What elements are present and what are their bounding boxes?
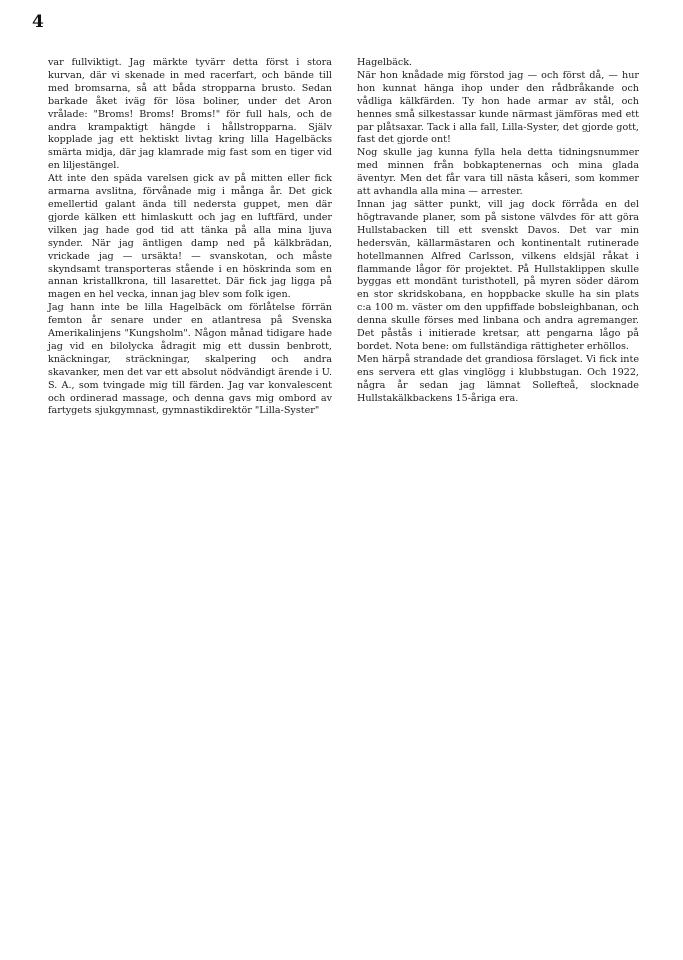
paragraph: Men härpå strandade det grandiosa förslaget. Vi fick inte ens servera ett glas vinglögg i klubbstugan. Och 1922, några år sedan jag lämnat Sollefteå, slocknade Hullstakälkbackens 15-åriga era. [357,353,639,404]
right-text-column [357,57,639,405]
paragraph: Att inte den späda varelsen gick av på mitten eller fick armarna avslitna, förvånade mig i många år. Det gick emellertid galant ända till nedersta guppet, men där gjorde kälken ett himlaskutt och jag en luftfärd, under vilken jag hade god tid att tänka på alla mina ljuva synder. När jag äntligen damp ned på kälkbrädan, vrickade jag — ursäkta! — svanskotan, och måste skyndsamt transporteras stående i en höskrinda som en annan kristallkrona, till lasarettet. Där fick jag ligga på magen en hel vecka, innan jag blev som folk igen. [48,173,332,301]
page-number: 4 [32,12,44,32]
paragraph: Jag hann inte be lilla Hagelbäck om förlåtelse förrän femton år senare under en atlantresa på Svenska Amerikalinjens "Kungsholm". Någon månad tidigare hade jag vid en bilolycka ådragit mig ett dussin benbrott, knäckningar, sträckningar, skalpering och andra skavanker, men det var ett absolut nödvändigt ärende i U. S. A., som tvingade mig till färden. Jag var konvalescent och ordinerad massage, och denna gavs mig ombord av fartygets sjukgymnast, gymnastikdirektör "Lilla-Syster" [48,302,332,417]
paragraph: var fullviktigt. Jag märkte tyvärr detta först i stora kurvan, där vi skenade in med racerfart, och bände till med bromsarna, så att båda stropparna brusto. Sedan barkade åket iväg för lösa boliner, under det Aron vrålade: "Broms! Broms! Broms!" för full hals, och de andra krampaktigt hängde i hållstropparna. Själv kopplade jag ett hektiskt livtag kring lilla Hagelbäcks smärta midja, där jag klamrade mig fast som en tiger vid en liljestängel. [48,57,332,172]
paragraph: Innan jag sätter punkt, vill jag dock förråda en del högtravande planer, som på sistone välvdes för att göra Hullstabacken till ett svenskt Davos. Det var min hedersvän, källarmästaren och kontinentalt rutinerade hotellmannen Alfred Carlsson, vilkens eldsjäl råkat i flammande lågor för projektet. På Hullstaklippen skulle byggas ett mondänt turisthotell, på myren söder därom en stor skridskobana, en hoppbacke skulle ha sin plats c:a 100 m. väster om den uppfiffade bobsleighbanan, och denna skulle förses med linbana och andra agremanger. Det påstås i initierade kretsar, att pengarna lågo på bordet. Nota bene: om fullständiga rättigheter erhöllos. [357,198,639,352]
paragraph: Hagelbäck. [357,57,413,68]
paragraph: När hon knådade mig förstod jag — och först då, — hur hon kunnat hänga ihop under den rådbråkande och vådliga kälkfärden. Ty hon hade armar av stål, och hennes små silkestassar kunde närmast jämföras med ett par plåtsaxar. Tack i alla fall, Lilla-Syster, det gjorde gott, fast det gjorde ont! [357,69,639,146]
left-text-column [48,57,332,418]
paragraph: Nog skulle jag kunna fylla hela detta tidningsnummer med minnen från bobkaptenernas och mina glada äventyr. Men det får vara till nästa kåseri, som kommer att avhandla alla mina — arrester. [357,147,639,198]
